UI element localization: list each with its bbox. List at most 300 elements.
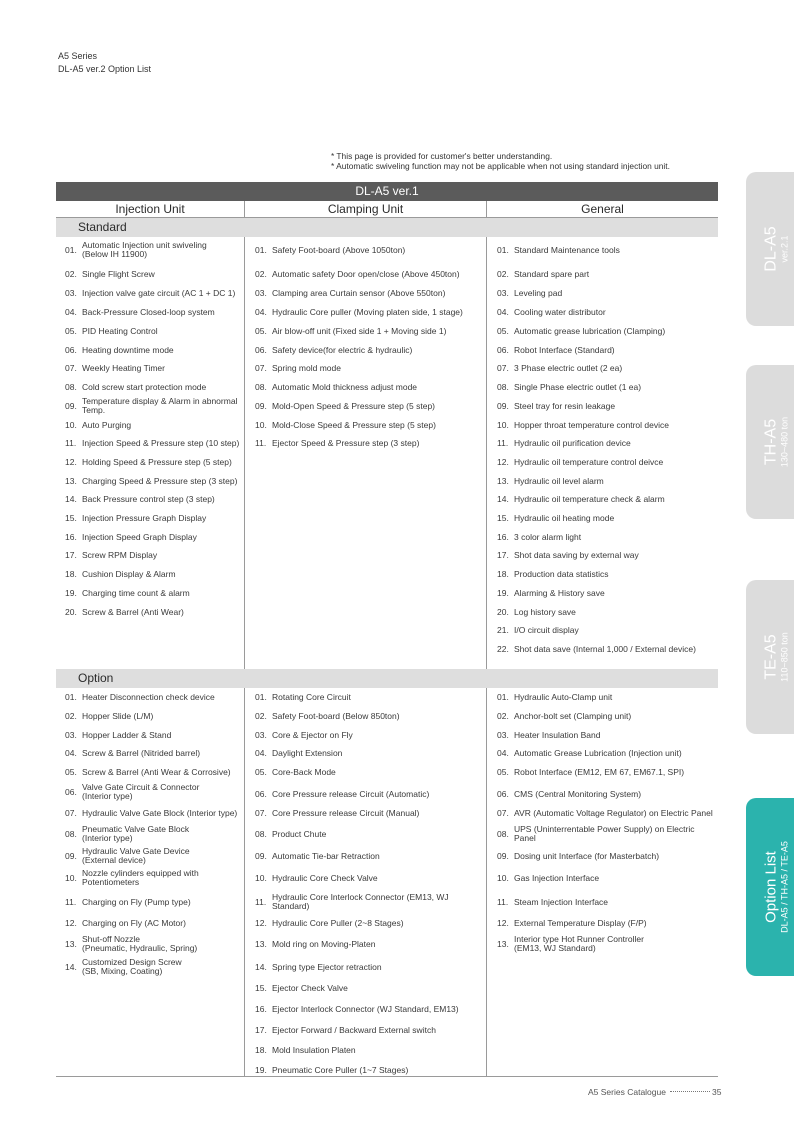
list-item — [487, 397, 718, 415]
list-item — [487, 241, 718, 259]
option-general-column — [487, 688, 718, 1076]
item-text: Hydraulic Auto-Clamp unit — [514, 691, 613, 702]
tab-dl-a5[interactable] — [746, 172, 794, 326]
item-text: Safety Foot-board (Above 1050ton) — [272, 244, 406, 255]
list-item — [245, 763, 486, 781]
option-body — [56, 688, 718, 1077]
list-item — [487, 265, 718, 283]
item-number: 05. — [65, 325, 77, 336]
item-number: 17. — [65, 549, 77, 560]
item-text: Cushion Display & Alarm — [82, 568, 176, 579]
list-item — [245, 1000, 486, 1018]
item-number: 05. — [255, 325, 267, 336]
item-number: 11. — [497, 437, 509, 448]
item-number: 19. — [65, 587, 77, 598]
item-number: 03. — [255, 729, 267, 740]
item-text: Injection Speed Graph Display — [82, 531, 197, 542]
item-number: 15. — [255, 982, 267, 993]
item-number: 04. — [65, 306, 77, 317]
item-number: 10. — [497, 872, 509, 883]
list-item — [56, 528, 244, 546]
list-item — [56, 707, 244, 725]
column-headers — [56, 201, 718, 218]
item-text: Screw RPM Display — [82, 549, 158, 560]
list-item — [245, 707, 486, 725]
item-text: Pneumatic Core Puller (1~7 Stages) — [272, 1064, 409, 1075]
column-header-clamping: Clamping Unit — [245, 201, 487, 217]
item-number: 04. — [497, 747, 509, 758]
item-number: 01. — [497, 691, 509, 702]
list-item — [487, 744, 718, 762]
item-number: 08. — [65, 381, 77, 392]
item-number: 03. — [497, 729, 509, 740]
item-text: Ejector Check Valve — [272, 982, 348, 993]
list-item — [487, 621, 718, 639]
item-number: 07. — [497, 362, 509, 373]
list-item — [245, 785, 486, 803]
column-header-general: General — [581, 202, 624, 216]
list-item — [56, 688, 244, 706]
series-name: A5 Series — [58, 51, 98, 61]
item-number: 02. — [65, 710, 77, 721]
item-text: Safety Foot-board (Below 850ton) — [272, 710, 400, 721]
item-number: 18. — [65, 568, 77, 579]
list-item — [487, 804, 718, 822]
list-item — [56, 869, 244, 887]
item-number: 07. — [497, 807, 509, 818]
item-number: 03. — [65, 729, 77, 740]
list-item — [245, 416, 486, 434]
item-text: Hydraulic Valve Gate Block (Interior type) — [82, 807, 238, 818]
list-item — [56, 397, 244, 415]
list-item — [56, 783, 244, 801]
list-item — [56, 603, 244, 621]
item-text: Hopper Ladder & Stand — [82, 729, 172, 740]
tab-subtitle: DL-A5 / TH-A5 / TE-A5 — [779, 841, 790, 933]
standard-general-column — [487, 237, 718, 669]
item-text: Injection Speed & Pressure step (10 step) — [82, 437, 240, 448]
list-item — [56, 914, 244, 932]
item-number: 05. — [497, 766, 509, 777]
item-number: 19. — [497, 587, 509, 598]
tab-subtitle: ver.2.1 — [779, 235, 790, 263]
list-item — [245, 847, 486, 865]
item-number: 13. — [255, 938, 267, 949]
list-item — [487, 565, 718, 583]
item-text: Shut-off Nozzle (Pneumatic, Hydraulic, Spring) — [82, 934, 198, 953]
item-text: Automatic safety Door open/close (Above 450ton) — [272, 268, 460, 279]
item-text: Robot Interface (Standard) — [514, 344, 615, 355]
tab-title: DL-A5 — [762, 226, 780, 272]
item-text: Gas Injection Interface — [514, 872, 600, 883]
list-item — [487, 434, 718, 452]
item-number: 20. — [65, 606, 77, 617]
item-text: Back Pressure control step (3 step) — [82, 493, 215, 504]
tab-subtitle: 130~480 ton — [779, 416, 790, 468]
item-number: 20. — [497, 606, 509, 617]
item-number: 08. — [255, 381, 267, 392]
item-text: Hydraulic Core Check Valve — [272, 872, 378, 883]
item-number: 09. — [65, 400, 77, 411]
item-number: 06. — [497, 344, 509, 355]
list-item — [56, 509, 244, 527]
item-text: Core-Back Mode — [272, 766, 336, 777]
list-item — [245, 804, 486, 822]
note-line: * Automatic swiveling function may not be applicable when not using standard injection unit. — [331, 161, 670, 171]
item-number: 04. — [65, 747, 77, 758]
list-item — [56, 490, 244, 508]
list-item — [56, 804, 244, 822]
item-text: Product Chute — [272, 828, 327, 839]
item-number: 10. — [65, 419, 77, 430]
item-text: Production data statistics — [514, 568, 609, 579]
item-text: Hydraulic Core puller (Moving platen side, 1 stage) — [272, 306, 463, 317]
item-text: External Temperature Display (F/P) — [514, 917, 647, 928]
item-text: Valve Gate Circuit & Connector (Interior type) — [82, 782, 200, 801]
list-item — [487, 416, 718, 434]
tab-th-a5[interactable] — [746, 365, 794, 519]
item-text: UPS (Uninterrentable Power Supply) on Electric Panel — [514, 824, 695, 843]
list-item — [487, 341, 718, 359]
tab-title: Option List — [762, 851, 780, 923]
list-item — [487, 528, 718, 546]
item-number: 06. — [497, 788, 509, 799]
item-number: 08. — [497, 381, 509, 392]
item-number: 15. — [65, 512, 77, 523]
list-item — [487, 472, 718, 490]
item-number: 02. — [255, 268, 267, 279]
item-number: 05. — [255, 766, 267, 777]
item-number: 09. — [497, 850, 509, 861]
item-number: 09. — [255, 400, 267, 411]
item-number: 03. — [65, 287, 77, 298]
item-number: 01. — [255, 691, 267, 702]
list-item — [56, 265, 244, 283]
item-number: 12. — [255, 917, 267, 928]
item-text: Hydraulic Valve Gate Device (External device) — [82, 846, 190, 865]
list-item — [56, 341, 244, 359]
item-number: 05. — [65, 766, 77, 777]
item-text: Holding Speed & Pressure step (5 step) — [82, 456, 232, 467]
item-text: Leveling pad — [514, 287, 563, 298]
item-text: Customized Design Screw (SB, Mixing, Coating) — [82, 957, 182, 976]
item-text: Cold screw start protection mode — [82, 381, 207, 392]
item-text: Automatic grease lubrication (Clamping) — [514, 325, 666, 336]
option-injection-column — [56, 688, 245, 1076]
item-number: 11. — [65, 896, 77, 907]
item-number: 17. — [255, 1024, 267, 1035]
item-number: 04. — [497, 306, 509, 317]
item-text: Injection Pressure Graph Display — [82, 512, 207, 523]
item-text: Cooling water distributor — [514, 306, 606, 317]
item-text: Hydraulic oil purification device — [514, 437, 631, 448]
item-text: Shot data save (Internal 1,000 / External device) — [514, 643, 696, 654]
item-text: Mold-Close Speed & Pressure step (5 step) — [272, 419, 436, 430]
item-text: Ejector Speed & Pressure step (3 step) — [272, 437, 420, 448]
list-item — [56, 958, 244, 976]
item-text: Single Flight Screw — [82, 268, 155, 279]
item-text: Dosing unit Interface (for Masterbatch) — [514, 850, 660, 861]
standard-clamping-column — [245, 237, 487, 669]
item-text: Log history save — [514, 606, 576, 617]
item-number: 10. — [255, 872, 267, 883]
item-text: Safety device(for electric & hydraulic) — [272, 344, 413, 355]
item-text: Charging time count & alarm — [82, 587, 190, 598]
item-number: 14. — [65, 493, 77, 504]
item-text: Rotating Core Circuit — [272, 691, 351, 702]
item-number: 08. — [497, 828, 509, 839]
item-text: Spring mold mode — [272, 362, 341, 373]
list-item — [56, 763, 244, 781]
standard-body — [56, 237, 718, 669]
item-text: Interior type Hot Runner Controller (EM13, WJ Standard) — [514, 934, 644, 953]
section-standard: Standard — [56, 218, 718, 237]
item-text: Anchor-bolt set (Clamping unit) — [514, 710, 632, 721]
list-item — [487, 303, 718, 321]
item-text: Hydraulic oil temperature control deivce — [514, 456, 664, 467]
list-item — [487, 603, 718, 621]
item-number: 12. — [497, 917, 509, 928]
list-item — [245, 1041, 486, 1059]
item-text: 3 color alarm light — [514, 531, 582, 542]
catalogue-label: A5 Series Catalogue — [588, 1087, 666, 1097]
list-item — [487, 688, 718, 706]
item-number: 13. — [497, 938, 509, 949]
item-number: 22. — [497, 643, 509, 654]
list-item — [487, 322, 718, 340]
item-text: Ejector Forward / Backward External switch — [272, 1024, 436, 1035]
item-text: Automatic Mold thickness adjust mode — [272, 381, 418, 392]
item-number: 08. — [255, 828, 267, 839]
item-number: 16. — [497, 531, 509, 542]
item-text: Charging Speed & Pressure step (3 step) — [82, 475, 238, 486]
tab-option-list[interactable] — [746, 798, 794, 976]
list-item — [245, 935, 486, 953]
tab-subtitle: 110~850 ton — [779, 632, 790, 682]
item-text: Injection valve gate circuit (AC 1 + DC 1) — [82, 287, 236, 298]
list-item — [245, 1021, 486, 1039]
list-item — [56, 378, 244, 396]
item-text: Mold Insulation Platen — [272, 1044, 356, 1055]
item-number: 11. — [255, 896, 267, 907]
item-text: Hydraulic oil heating mode — [514, 512, 615, 523]
item-number: 02. — [497, 710, 509, 721]
item-text: CMS (Central Monitoring System) — [514, 788, 642, 799]
item-number: 12. — [65, 456, 77, 467]
list-item — [56, 303, 244, 321]
list-item — [487, 785, 718, 803]
tab-te-a5[interactable] — [746, 580, 794, 734]
item-number: 06. — [65, 344, 77, 355]
item-text: Mold ring on Moving-Platen — [272, 938, 376, 949]
item-number: 02. — [255, 710, 267, 721]
list-item — [56, 241, 244, 259]
item-text: Automatic Injection unit swiveling (Below IH 11900) — [82, 240, 207, 259]
list-item — [487, 546, 718, 564]
item-text: Daylight Extension — [272, 747, 343, 758]
list-item — [56, 584, 244, 602]
list-item — [487, 825, 718, 843]
item-text: Steam Injection Interface — [514, 896, 609, 907]
option-table — [56, 182, 718, 1077]
item-text: 3 Phase electric outlet (2 ea) — [514, 362, 623, 373]
tab-title: TE-A5 — [762, 634, 780, 680]
item-number: 10. — [255, 419, 267, 430]
item-text: Screw & Barrel (Anti Wear) — [82, 606, 184, 617]
item-number: 01. — [65, 691, 77, 702]
item-text: Clamping area Curtain sensor (Above 550ton) — [272, 287, 446, 298]
list-item — [245, 744, 486, 762]
item-text: Heating downtime mode — [82, 344, 174, 355]
item-number: 12. — [65, 917, 77, 928]
item-text: Steel tray for resin leakage — [514, 400, 616, 411]
list-item — [56, 359, 244, 377]
page-header — [58, 50, 151, 76]
list-item — [245, 378, 486, 396]
list-item — [56, 726, 244, 744]
list-item — [56, 744, 244, 762]
item-number: 14. — [255, 961, 267, 972]
item-text: Back-Pressure Closed-loop system — [82, 306, 215, 317]
list-item — [245, 688, 486, 706]
item-text: Hopper throat temperature control device — [514, 419, 669, 430]
item-text: Core Pressure release Circuit (Automatic) — [272, 788, 430, 799]
item-number: 02. — [497, 268, 509, 279]
item-number: 11. — [497, 896, 509, 907]
list-item — [487, 707, 718, 725]
item-text: Single Phase electric outlet (1 ea) — [514, 381, 642, 392]
item-text: Core Pressure release Circuit (Manual) — [272, 807, 420, 818]
item-number: 07. — [255, 362, 267, 373]
item-text: Heater Insulation Band — [514, 729, 601, 740]
list-item — [56, 434, 244, 452]
item-number: 06. — [255, 788, 267, 799]
standard-injection-column — [56, 237, 245, 669]
list-item — [245, 322, 486, 340]
item-number: 07. — [65, 362, 77, 373]
page-footer — [588, 1087, 721, 1097]
page-number: 35 — [711, 1087, 722, 1097]
item-number: 08. — [65, 828, 77, 839]
item-text: Temperature display & Alarm in abnormal Temp. — [82, 396, 238, 415]
table-title: DL-A5 ver.1 — [56, 182, 718, 201]
item-text: Hydraulic oil temperature check & alarm — [514, 493, 665, 504]
list-item — [245, 979, 486, 997]
list-item — [56, 284, 244, 302]
list-item — [245, 359, 486, 377]
item-number: 09. — [65, 850, 77, 861]
item-text: Hydraulic oil level alarm — [514, 475, 604, 486]
item-number: 04. — [255, 306, 267, 317]
note-line: * This page is provided for customer's better understanding. — [331, 151, 553, 161]
item-text: PID Heating Control — [82, 325, 158, 336]
list-item — [56, 565, 244, 583]
list-item — [487, 640, 718, 658]
item-number: 03. — [497, 287, 509, 298]
list-item — [245, 726, 486, 744]
list-item — [487, 584, 718, 602]
list-item — [56, 847, 244, 865]
list-item — [487, 847, 718, 865]
list-item — [56, 825, 244, 843]
list-item — [245, 265, 486, 283]
item-number: 07. — [65, 807, 77, 818]
list-item — [245, 434, 486, 452]
list-item — [245, 241, 486, 259]
list-item — [487, 914, 718, 932]
item-number: 14. — [65, 961, 77, 972]
item-text: Shot data saving by external way — [514, 549, 639, 560]
list-item — [245, 958, 486, 976]
list-item — [245, 341, 486, 359]
list-item — [245, 914, 486, 932]
item-number: 12. — [497, 456, 509, 467]
item-text: Alarming & History save — [514, 587, 605, 598]
item-text: Spring type Ejector retraction — [272, 961, 382, 972]
item-text: Automatic Tie-bar Retraction — [272, 850, 380, 861]
list-item — [245, 825, 486, 843]
item-text: Air blow-off unit (Fixed side 1 + Moving side 1) — [272, 325, 447, 336]
item-number: 01. — [255, 244, 267, 255]
item-text: Core & Ejector on Fly — [272, 729, 353, 740]
item-number: 02. — [65, 268, 77, 279]
item-text: AVR (Automatic Voltage Regulator) on Electric Panel — [514, 807, 713, 818]
item-text: Auto Purging — [82, 419, 132, 430]
item-number: 09. — [255, 850, 267, 861]
notes — [331, 151, 670, 171]
item-number: 10. — [497, 419, 509, 430]
list-item — [487, 490, 718, 508]
list-item — [487, 453, 718, 471]
item-number: 16. — [255, 1003, 267, 1014]
item-text: Hopper Slide (L/M) — [82, 710, 154, 721]
item-text: Screw & Barrel (Anti Wear & Corrosive) — [82, 766, 231, 777]
item-number: 13. — [65, 475, 77, 486]
item-text: Charging on Fly (Pump type) — [82, 896, 191, 907]
item-number: 06. — [65, 786, 77, 797]
item-number: 14. — [497, 493, 509, 504]
list-item — [487, 378, 718, 396]
item-number: 16. — [65, 531, 77, 542]
item-number: 10. — [65, 872, 77, 883]
document-subtitle: DL-A5 ver.2 Option List — [58, 64, 152, 74]
item-text: Automatic Grease Lubrication (Injection unit) — [514, 747, 682, 758]
column-header-injection: Injection Unit — [56, 201, 245, 217]
item-text: Screw & Barrel (Nitrided barrel) — [82, 747, 201, 758]
list-item — [487, 935, 718, 953]
item-text: Standard Maintenance tools — [514, 244, 620, 255]
item-number: 15. — [497, 512, 509, 523]
tab-title: TH-A5 — [762, 418, 780, 466]
item-text: Pneumatic Valve Gate Block (Interior type) — [82, 824, 190, 843]
item-text: Nozzle cylinders equipped with Potentiometers — [82, 868, 199, 887]
list-item — [56, 322, 244, 340]
list-item — [487, 763, 718, 781]
leader-dots — [670, 1091, 710, 1092]
item-number: 17. — [497, 549, 509, 560]
item-number: 04. — [255, 747, 267, 758]
item-number: 13. — [65, 938, 77, 949]
item-number: 19. — [255, 1064, 267, 1075]
item-number: 21. — [497, 624, 509, 635]
item-number: 01. — [65, 244, 77, 255]
item-number: 13. — [497, 475, 509, 486]
item-number: 01. — [497, 244, 509, 255]
list-item — [487, 284, 718, 302]
list-item — [56, 935, 244, 953]
item-text: Heater Disconnection check device — [82, 691, 215, 702]
list-item — [245, 893, 486, 911]
